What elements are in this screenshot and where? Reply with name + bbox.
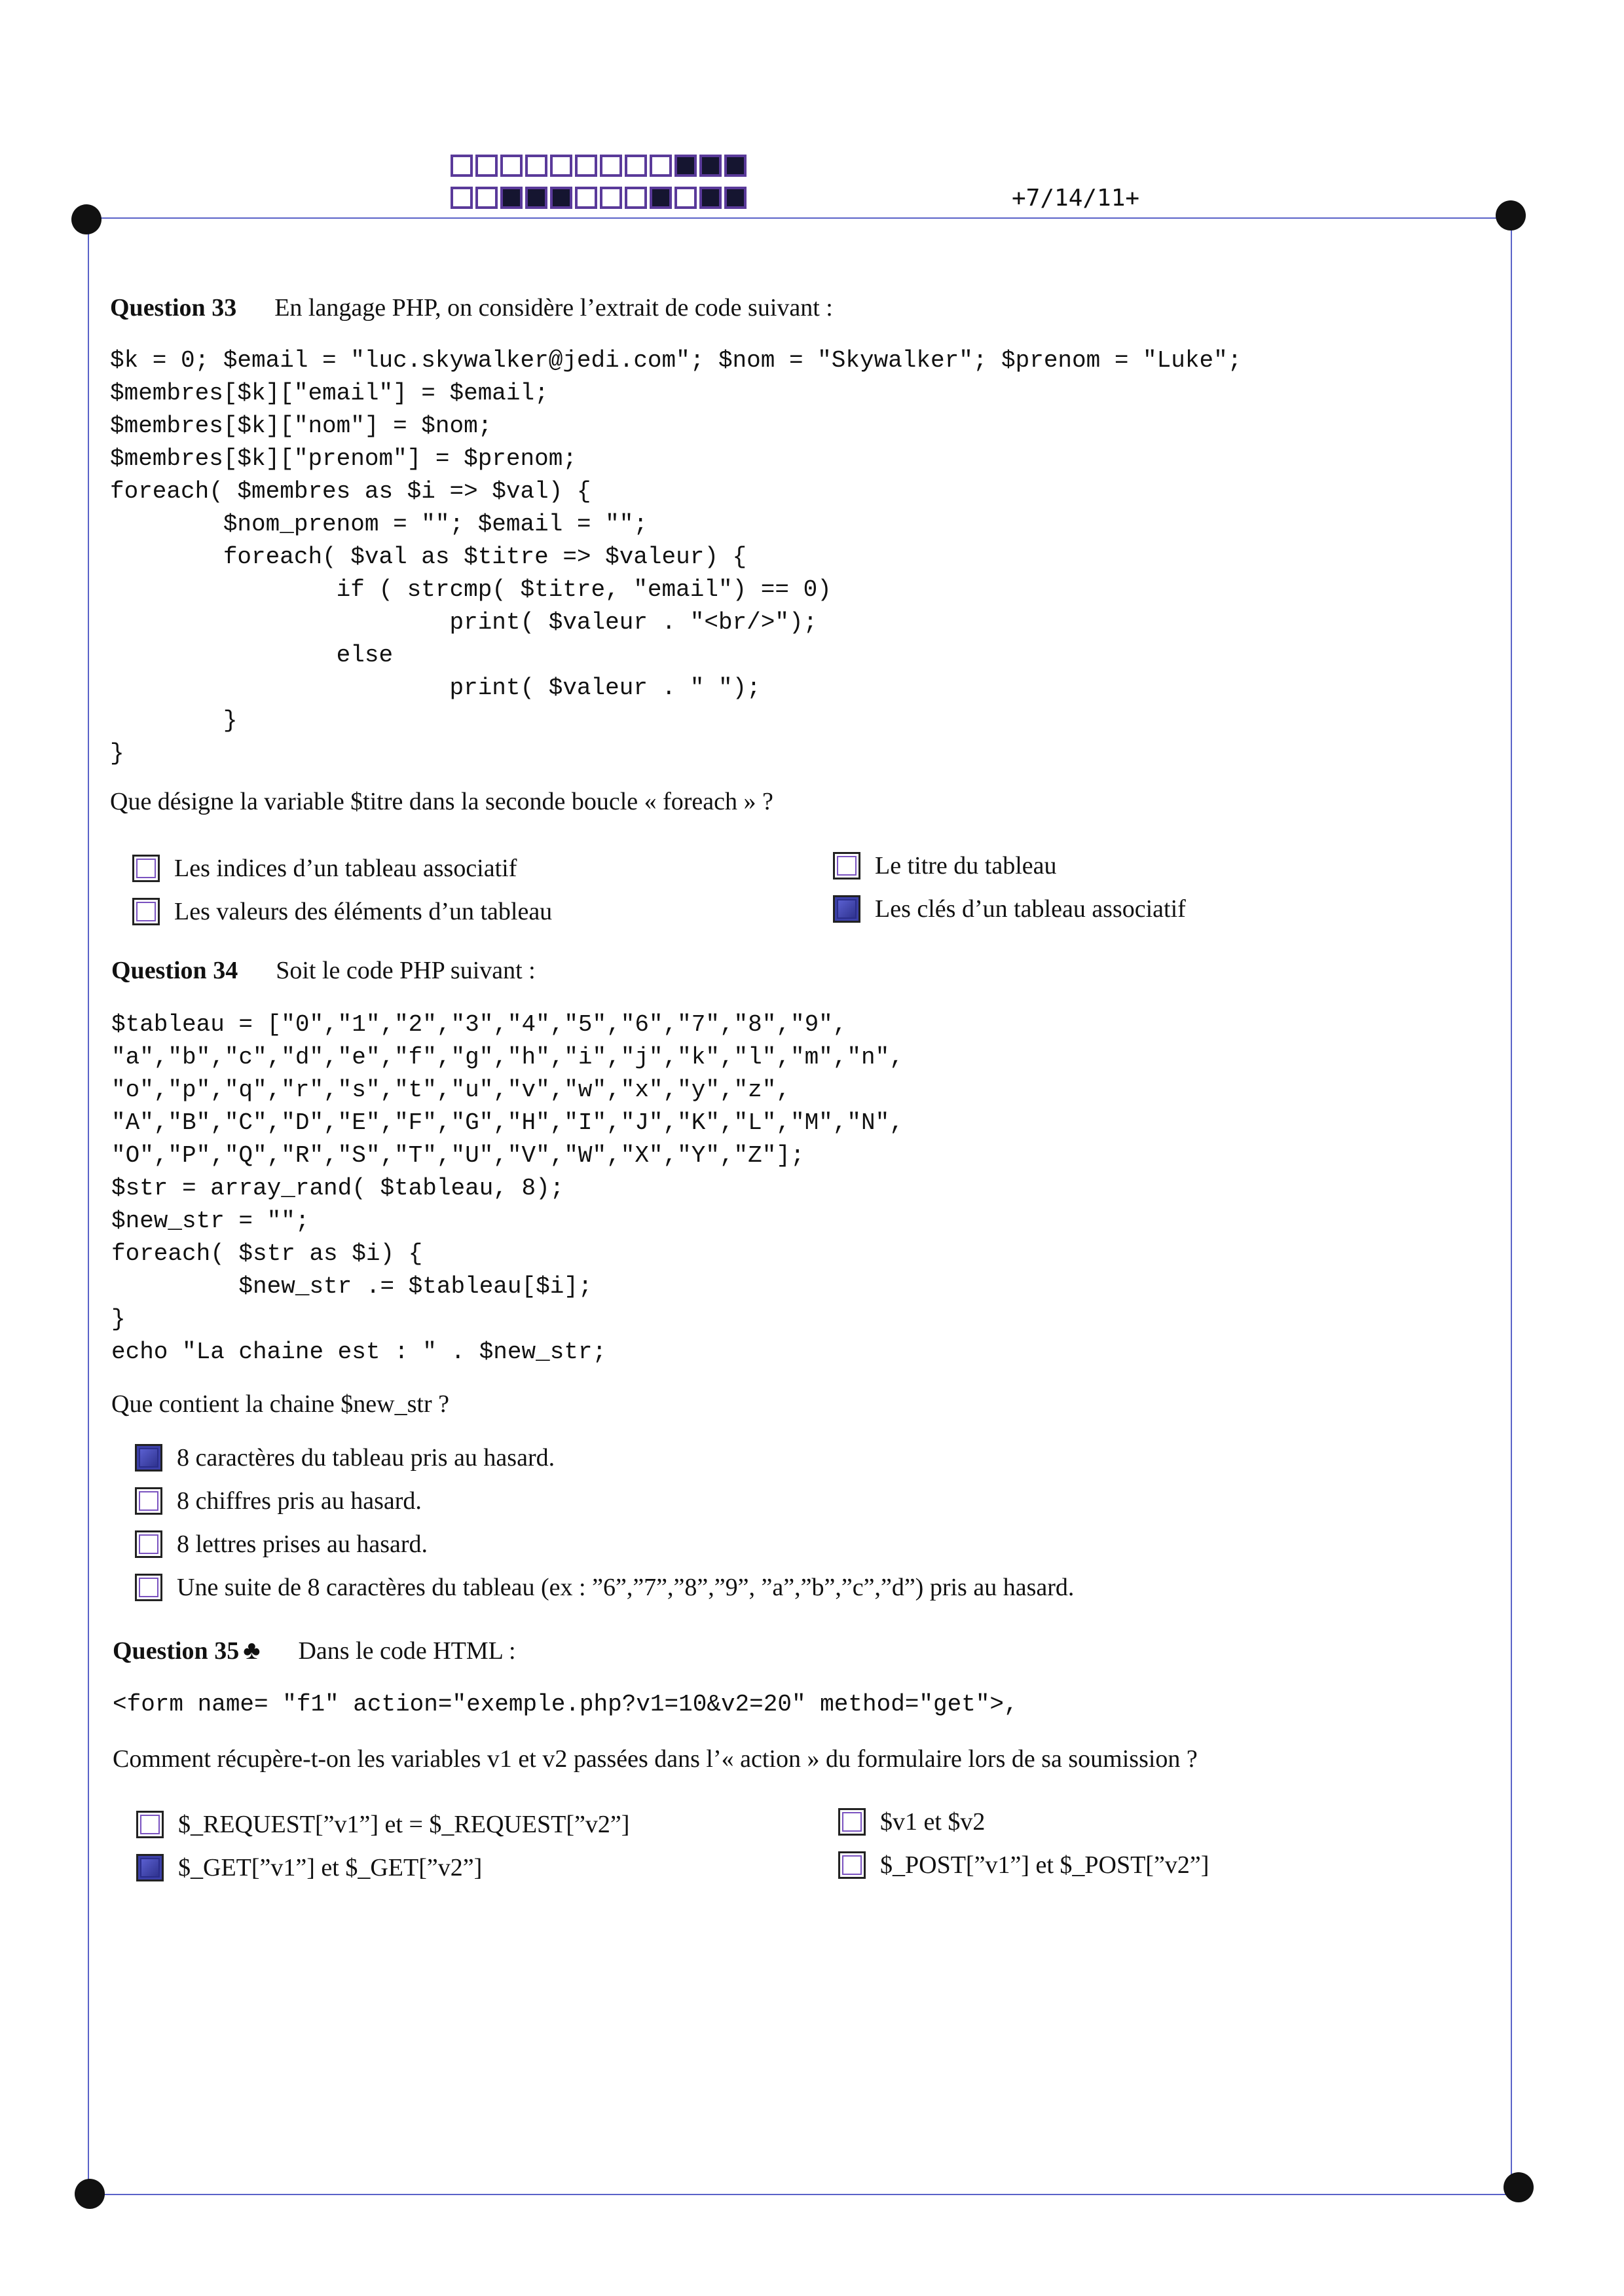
q33-option-3[interactable] (833, 851, 1057, 880)
checkbox[interactable] (838, 1808, 866, 1836)
registration-mark-bottom-left (75, 2179, 105, 2209)
barcode-cell (674, 187, 697, 209)
barcode-cell (475, 187, 498, 209)
barcode-cell (600, 187, 622, 209)
checkbox[interactable] (136, 1854, 164, 1881)
q34-header (111, 956, 536, 985)
club-icon: ♣ (243, 1635, 261, 1665)
q34-intro: Soit le code PHP suivant : (276, 957, 536, 984)
barcode-cell (575, 155, 597, 177)
option-label: 8 chiffres pris au hasard. (177, 1487, 422, 1515)
q33-code: $k = 0; $email = "luc.skywalker@jedi.com"; $nom = "Skywalker"; $prenom = "Luke"; $membres[$k]["email"] = $email; $membres[$k]["nom"] = $nom; $membres[$k]["prenom"] = $prenom; foreach( $membres as $i => $val) { $nom_prenom = ""; $email = ""; foreach( $val as $titre => $valeur) { if ( strcmp( $titre, "email") == 0) print( $valeur . "<br/>"); else print( $valeur . " "); } } (110, 347, 1242, 767)
q33-number: Question 33 (110, 294, 237, 322)
q35-code: <form name= "f1" action="exemple.php?v1=10&v2=20" method="get">, (113, 1691, 1018, 1718)
q34-question: Que contient la chaine $new_str ? (111, 1390, 449, 1418)
option-label: Les indices d’un tableau associatif (174, 855, 517, 882)
barcode-cell (650, 187, 672, 209)
q35-option-3[interactable] (838, 1807, 985, 1836)
q34-number: Question 34 (111, 957, 238, 984)
barcode-cell (550, 155, 572, 177)
checkbox[interactable] (135, 1444, 162, 1472)
page-id: +7/14/11+ (1012, 185, 1140, 212)
q35-option-2[interactable] (136, 1853, 482, 1882)
q33-header (110, 293, 833, 322)
barcode-cell (525, 155, 547, 177)
registration-mark-bottom-right (1504, 2172, 1534, 2202)
barcode-cell (575, 187, 597, 209)
option-label: $_POST[”v1”] et $_POST[”v2”] (880, 1851, 1209, 1879)
option-label: Les valeurs des éléments d’un tableau (174, 898, 553, 925)
option-label: $v1 et $v2 (880, 1808, 986, 1836)
option-label: Une suite de 8 caractères du tableau (ex : ”6”,”7”,”8”,”9”, ”a”,”b”,”c”,”d”) pris au hasard. (177, 1574, 1075, 1601)
barcode-cell (625, 155, 647, 177)
barcode-cell (699, 155, 722, 177)
q33-intro: En langage PHP, on considère l’extrait de code suivant : (274, 294, 833, 322)
barcode-cell (451, 155, 473, 177)
option-label: Les clés d’un tableau associatif (875, 895, 1186, 923)
q33-question: Que désigne la variable $titre dans la seconde boucle « foreach » ? (110, 788, 773, 815)
q35-option-1[interactable] (136, 1810, 629, 1839)
barcode-cell (650, 155, 672, 177)
barcode-cell (625, 187, 647, 209)
option-label: 8 lettres prises au hasard. (177, 1530, 428, 1558)
barcode-cell (674, 155, 697, 177)
checkbox[interactable] (132, 855, 160, 882)
q34-option-4[interactable] (135, 1573, 1074, 1602)
q34-option-2[interactable] (135, 1487, 422, 1515)
checkbox[interactable] (132, 898, 160, 925)
checkbox[interactable] (135, 1574, 162, 1601)
q34-code: $tableau = ["0","1","2","3","4","5","6","7","8","9", "a","b","c","d","e","f","g","h","i","j","k","l","m","n", "o","p","q","r","s","t","u","v","w","x","y","z", "A","B","C","D","E","F","G","H","I","J","K","L","M","N", "O","P","Q","R","S","T","U","V","W","X","Y","Z"]; $str = array_rand( $tableau, 8); $new_str = ""; foreach( $str as $i) { $new_str .= $tableau[$i]; } echo "La chaine est : " . $new_str; (111, 1011, 904, 1365)
q33-option-1[interactable] (132, 854, 517, 883)
page-barcode-row-2 (451, 187, 749, 209)
checkbox[interactable] (135, 1487, 162, 1515)
registration-mark-top-right (1496, 200, 1526, 231)
barcode-cell (451, 187, 473, 209)
option-label: 8 caractères du tableau pris au hasard. (177, 1444, 555, 1472)
q35-intro: Dans le code HTML : (298, 1637, 516, 1665)
q35-header (113, 1635, 516, 1665)
barcode-cell (525, 187, 547, 209)
barcode-cell (500, 155, 523, 177)
option-label: Le titre du tableau (875, 852, 1057, 880)
option-label: $_REQUEST[”v1”] et = $_REQUEST[”v2”] (178, 1811, 630, 1838)
q35-number: Question 35 ♣ (113, 1635, 261, 1665)
barcode-cell (500, 187, 523, 209)
checkbox[interactable] (136, 1811, 164, 1838)
registration-mark-top-left (71, 204, 101, 234)
checkbox[interactable] (833, 895, 860, 923)
barcode-cell (724, 155, 747, 177)
q34-option-1[interactable] (135, 1443, 555, 1472)
q34-option-3[interactable] (135, 1530, 428, 1559)
barcode-cell (550, 187, 572, 209)
checkbox[interactable] (135, 1530, 162, 1558)
barcode-cell (475, 155, 498, 177)
checkbox[interactable] (838, 1851, 866, 1879)
q35-option-4[interactable] (838, 1851, 1209, 1879)
page-barcode-row-1 (451, 155, 749, 177)
q35-question: Comment récupère-t-on les variables v1 et v2 passées dans l’« action » du formulaire lors de sa soumission ? (113, 1745, 1198, 1773)
barcode-cell (724, 187, 747, 209)
barcode-cell (600, 155, 622, 177)
option-label: $_GET[”v1”] et $_GET[”v2”] (178, 1854, 483, 1881)
barcode-cell (699, 187, 722, 209)
q33-option-4[interactable] (833, 895, 1186, 923)
checkbox[interactable] (833, 852, 860, 880)
q33-option-2[interactable] (132, 897, 552, 926)
